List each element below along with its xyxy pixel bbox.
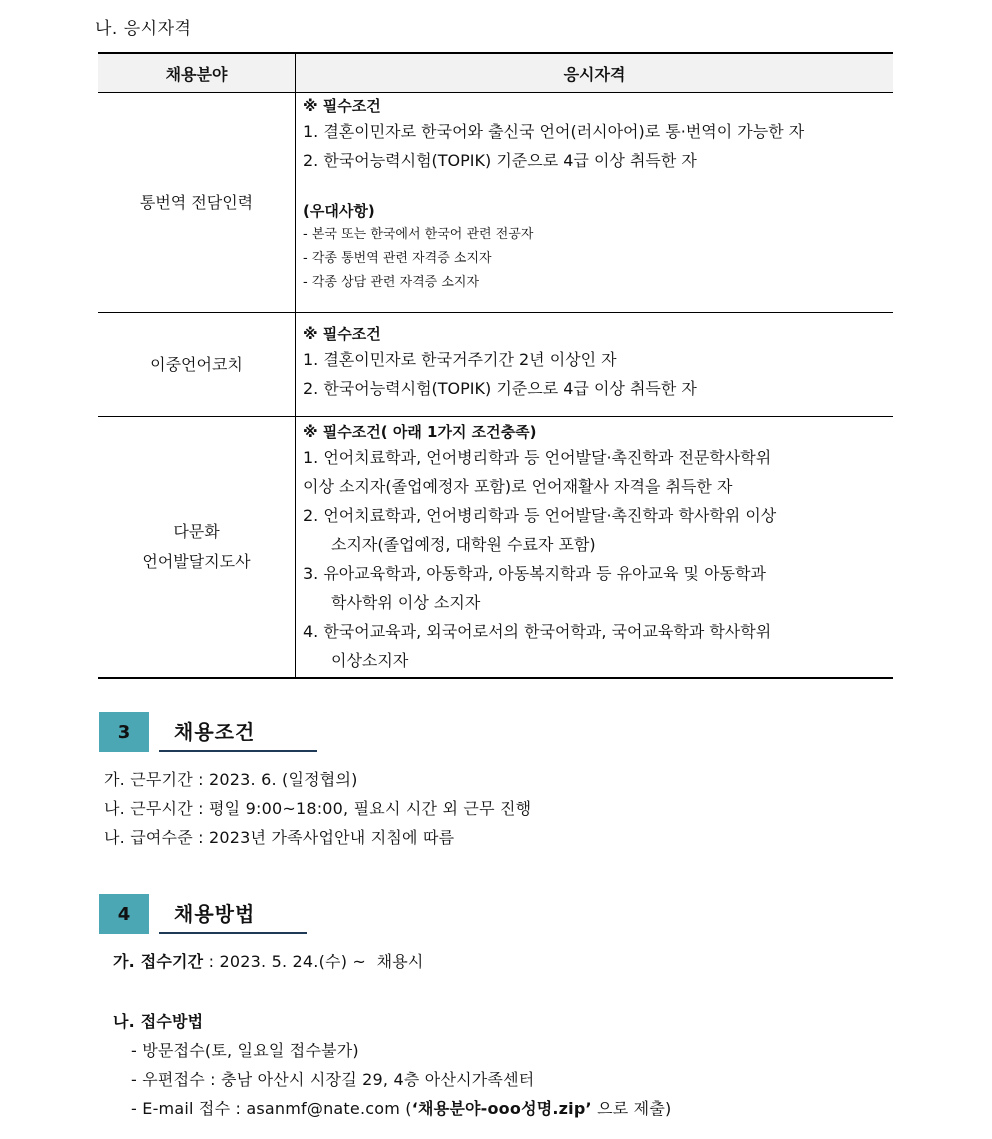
table-row [98, 93, 893, 313]
section-4-heading [99, 894, 329, 934]
required-title: ※ 필수조건( 아래 1가지 조건충족) [303, 423, 537, 441]
qualification-table [98, 52, 893, 679]
required-title: ※ 필수조건 [303, 97, 381, 115]
qualification-cell [296, 417, 894, 679]
preference-item: - 각종 통번역 관련 자격증 소지자 [303, 251, 492, 266]
qualification-cell [296, 93, 894, 313]
requirement-item: 2. 한국어능력시험(TOPIK) 기준으로 4급 이상 취득한 자 [303, 379, 697, 398]
requirement-item: 2. 언어치료학과, 언어병리학과 등 언어발달·촉진학과 학사학위 이상 [303, 506, 777, 525]
section-number-badge: 4 [99, 894, 149, 934]
requirement-item: 2. 한국어능력시험(TOPIK) 기준으로 4급 이상 취득한 자 [303, 151, 697, 170]
preference-title: (우대사항) [303, 202, 375, 220]
method-post-line: - 우편접수 : 충남 아산시 시장길 29, 4층 아산시가족센터 [131, 1070, 535, 1089]
requirement-item-continued: 소지자(졸업예정, 대학원 수료자 포함) [331, 535, 596, 554]
method-email-line [131, 1096, 671, 1119]
field-cell: 통번역 전담인력 [98, 93, 296, 313]
requirement-item-continued: 학사학위 이상 소지자 [331, 593, 481, 612]
email-file-name: ‘채용분야-ooo성명.zip’ [411, 1099, 592, 1118]
column-header-qualification: 응시자격 [296, 53, 894, 93]
salary-line: 나. 급여수준 : 2023년 가족사업안내 지침에 따름 [104, 828, 455, 847]
section-rule [159, 750, 317, 752]
requirement-item-continued: 이상소지자 [331, 651, 409, 670]
field-cell [98, 417, 296, 679]
preference-item: - 각종 상담 관련 자격증 소지자 [303, 275, 480, 290]
email-prefix: - E-mail 접수 : asanmf@nate.com ( [131, 1099, 412, 1118]
section-rule [159, 932, 307, 934]
table-row [98, 313, 893, 417]
requirement-item: 1. 결혼이민자로 한국어와 출신국 언어(러시아어)로 통·번역이 가능한 자 [303, 122, 805, 141]
work-period-line: 가. 근무기간 : 2023. 6. (일정협의) [104, 770, 358, 789]
application-period-line [113, 949, 424, 972]
method-visit-line: - 방문접수(토, 일요일 접수불가) [131, 1041, 359, 1060]
section-3-heading [99, 712, 329, 752]
requirement-item-continued: 이상 소지자(졸업예정자 포함)로 언어재활사 자격을 취득한 자 [303, 477, 733, 496]
application-period-label: 가. 접수기간 [113, 952, 204, 971]
table-row [98, 417, 893, 679]
section-number-badge: 3 [99, 712, 149, 752]
application-period-value: : 2023. 5. 24.(수) ~ 채용시 [203, 952, 424, 971]
work-hours-line: 나. 근무시간 : 평일 9:00~18:00, 필요시 시간 외 근무 진행 [104, 799, 532, 818]
required-title: ※ 필수조건 [303, 325, 381, 343]
subheading: 나. 응시자격 [95, 19, 192, 39]
table-header-row [98, 53, 893, 93]
application-method-label: 나. 접수방법 [113, 1012, 204, 1031]
requirement-item: 3. 유아교육학과, 아동학과, 아동복지학과 등 유아교육 및 아동학과 [303, 564, 766, 583]
field-line: 다문화 [173, 522, 220, 541]
requirement-item: 4. 한국어교육과, 외국어로서의 한국어학과, 국어교육학과 학사학위 [303, 622, 772, 641]
section-title: 채용조건 [174, 720, 256, 744]
requirement-item: 1. 결혼이민자로 한국거주기간 2년 이상인 자 [303, 350, 617, 369]
field-cell: 이중언어코치 [98, 313, 296, 417]
field-line: 언어발달지도사 [142, 552, 251, 571]
email-suffix: 으로 제출) [591, 1099, 672, 1118]
preference-item: - 본국 또는 한국에서 한국어 관련 전공자 [303, 227, 534, 242]
section-title: 채용방법 [174, 902, 256, 926]
qualification-cell [296, 313, 894, 417]
column-header-field: 채용분야 [98, 53, 296, 93]
requirement-item: 1. 언어치료학과, 언어병리학과 등 언어발달·촉진학과 전문학사학위 [303, 448, 772, 467]
